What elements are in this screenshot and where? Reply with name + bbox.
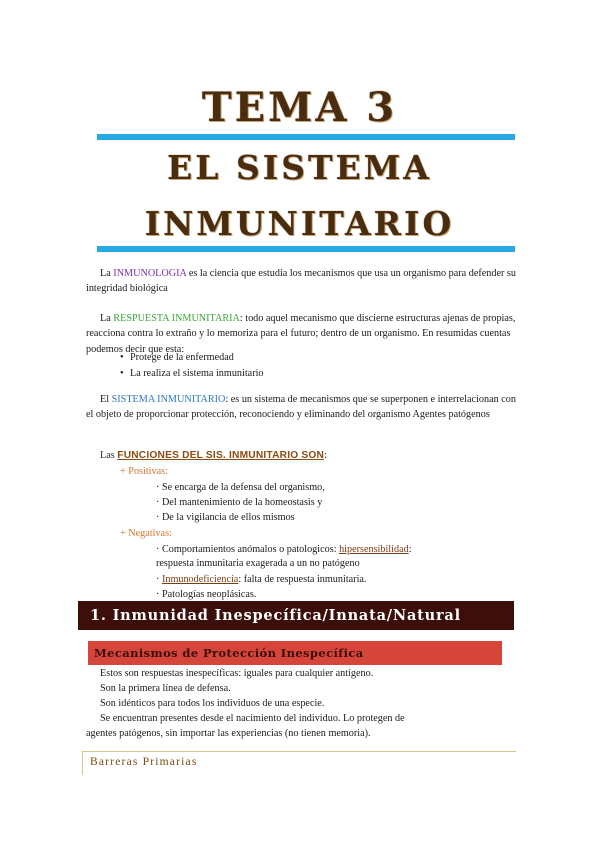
- title-rule-bottom: [97, 246, 515, 252]
- footer-divider-vertical: [82, 751, 83, 775]
- title-line-1: TEMA 3: [201, 84, 398, 131]
- negativas-label: + Negativas:: [120, 528, 172, 539]
- term-inmunodeficiencia: Inmunodeficiencia: [161, 574, 239, 585]
- footer-divider: [82, 751, 516, 752]
- paragraph-sistema: El SISTEMA INMUNITARIO: es un sistema de mecanismos que se superponen e interrelacionan con el objeto de proporcionar protección, reconociendo y eliminando del organismo Agentes patógenos: [86, 394, 516, 421]
- funciones-heading: Las FUNCIONES DEL SIS. INMUNITARIO SON:: [100, 450, 327, 461]
- title-rule-top: [97, 134, 515, 140]
- term-inmunologia: INMUNOLOGIA: [113, 268, 187, 279]
- subheading-mecanismos: Mecanismos de Protección Inespecífica: [88, 641, 502, 665]
- term-respuesta-inmunitaria: RESPUESTA INMUNITARIA: [113, 313, 240, 324]
- bullet-icon: •: [120, 352, 124, 363]
- positiva-item: · Se encarga de la defensa del organismo,: [156, 482, 325, 493]
- positivas-label: + Positivas:: [120, 466, 168, 477]
- title-line-3: INMUNITARIO: [144, 204, 455, 243]
- negativa-item: · Patologías neoplásicas.: [156, 589, 257, 600]
- term-sistema-inmunitario: SISTEMA INMUNITARIO: [111, 394, 226, 405]
- section-line: agentes patógenos, sin importar las experiencias (no tienen memoria).: [86, 728, 371, 739]
- bullet-item: • La realiza el sistema inmunitario: [120, 366, 264, 381]
- negativa-item-cont: respuesta inmunitaria exagerada a un no patógeno: [156, 558, 360, 569]
- title-line-2: EL SISTEMA: [167, 148, 432, 187]
- section-line: Estos son respuestas inespecíficas: iguales para cualquier antígeno.: [100, 668, 374, 679]
- paragraph-respuesta: La RESPUESTA INMUNITARIA: todo aquel mecanismo que discierne estructuras ajenas de propias, reacciona contra lo extraño y lo memoriza para el futuro; dentro de un organismo. En resumidas cuentas podemos decir que esta:: [86, 313, 516, 355]
- positiva-item: · De la vigilancia de ellos mismos: [156, 512, 295, 523]
- bullet-item: • Protege de la enfermedad: [120, 350, 234, 365]
- funciones-title: FUNCIONES DEL SIS. INMUNITARIO SON: [117, 450, 325, 461]
- section-line: Son la primera línea de defensa.: [100, 683, 231, 694]
- section-line: Se encuentran presentes desde el nacimiento del individuo. Lo protegen de: [100, 713, 405, 724]
- section-line: Son idénticos para todos los individuos de una especie.: [100, 698, 325, 709]
- paragraph-inmunologia: La INMUNOLOGIA es la ciencia que estudia los mecanismos que usa un organismo para defender su integridad biológica: [86, 268, 516, 295]
- positiva-item: · Del mantenimiento de la homeostasis y: [156, 497, 323, 508]
- term-hipersensibilidad: hipersensibilidad: [339, 544, 409, 555]
- footer-label: Barreras Primarias: [90, 756, 198, 768]
- section-heading-inmunidad: 1. Inmunidad Inespecífica/Innata/Natural: [78, 601, 514, 630]
- negativa-item: · Inmunodeficiencia: falta de respuesta inmunitaria.: [156, 574, 367, 585]
- negativa-item: · Comportamientos anómalos o patologicos: hipersensibilidad:: [156, 544, 412, 555]
- bullet-icon: •: [120, 368, 124, 379]
